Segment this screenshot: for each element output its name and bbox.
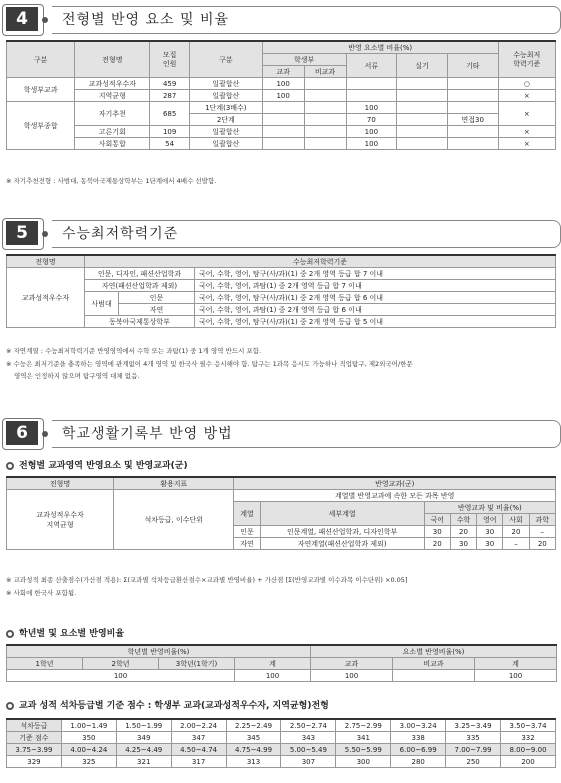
- note: ※ 사회에 한국사 포함됨.: [6, 589, 77, 597]
- bullet-dot-icon: [42, 17, 48, 23]
- cell: 338: [391, 732, 446, 744]
- cell: 인문: [234, 526, 260, 538]
- th-suneung: 수능최저 학력기준: [498, 41, 555, 78]
- table-row: [7, 268, 556, 280]
- th-jeon: 전형명: [7, 477, 114, 490]
- cell: 일괄합산: [189, 78, 262, 90]
- th-sum: 계: [235, 658, 311, 670]
- th-seoryu: 서류: [346, 54, 397, 78]
- cell: 2.75~2.99: [336, 719, 391, 732]
- th-ratio: 반영 요소별 비율(%): [262, 41, 498, 54]
- subsection-title: 학년별 및 요소별 반영비율: [6, 626, 124, 639]
- cell: [304, 114, 346, 126]
- section-number: 6: [6, 421, 38, 445]
- cell: 인문, 디자인, 패션산업학과: [85, 268, 195, 280]
- cell: 교과성적우수자 지역균형: [7, 490, 114, 550]
- cell: 329: [7, 756, 62, 768]
- th-y1: 1학년: [7, 658, 83, 670]
- cell: 350: [61, 732, 116, 744]
- gyogwa-table: [6, 476, 556, 550]
- ratio-table: [6, 40, 556, 150]
- table-row: [7, 744, 556, 756]
- cell: 3.25~3.49: [446, 719, 501, 732]
- table-row: [7, 90, 556, 102]
- grade-ratio-table: [6, 644, 556, 682]
- cell: ×: [498, 102, 555, 126]
- cell: 석차등급, 이수단위: [114, 490, 234, 550]
- section-title: 학교생활기록부 반영 방법: [52, 420, 561, 448]
- subsection-title: 전형별 교과영역 반영요소 및 반영교과(군): [6, 458, 188, 471]
- cell: 54: [150, 138, 190, 150]
- cell: [262, 102, 304, 114]
- cell: [447, 126, 498, 138]
- th-sci: 과학: [529, 514, 555, 526]
- cell: 8.00~9.00: [501, 744, 556, 756]
- cell: [397, 78, 448, 90]
- cell: 국어, 수학, 영어, 탐구(사/과)(1) 중 2개 영역 등급 합 6 이내: [195, 292, 556, 304]
- cell: ×: [498, 138, 555, 150]
- cell: 685: [150, 102, 190, 126]
- cell: 학생부교과: [7, 78, 75, 102]
- section-number: 4: [6, 7, 38, 31]
- cell: 일괄합산: [189, 126, 262, 138]
- suneung-table: [6, 254, 556, 328]
- note: ※ 교과성적 최종 산출점수(가산점 적용): Σ(교과별 석차등급환산점수×교과별 반영비율) + 가산점 [Σ(반영교과별 이수과목 이수단위) ×0.05]: [6, 576, 408, 584]
- cell: 100: [346, 138, 397, 150]
- cell: 100: [346, 102, 397, 114]
- table-row: [7, 316, 556, 328]
- cell: 3.00~3.24: [391, 719, 446, 732]
- cell: 20: [450, 526, 476, 538]
- table-row: [7, 280, 556, 292]
- cell: 자연: [234, 538, 260, 550]
- th-eng: 영어: [477, 514, 503, 526]
- th-y3: 3학년(1학기): [159, 658, 235, 670]
- cell: 70: [346, 114, 397, 126]
- th-crit: 수능최저학력기준: [85, 255, 556, 268]
- th-grade: 석차등급: [7, 719, 62, 732]
- cell: 347: [171, 732, 226, 744]
- th-ratio: 반영교과 및 비율(%): [424, 502, 555, 514]
- cell: [262, 114, 304, 126]
- cell: 인문계열, 패션산업학과, 디자인학부: [260, 526, 424, 538]
- bullet-dot-icon: [42, 231, 48, 237]
- cell: 사회통합: [75, 138, 150, 150]
- note: ※ 자연계열 : 수능최저학력기준 반영영역에서 수학 또는 과탐(1) 중 1개 영역 반드시 포함.: [6, 347, 262, 355]
- th-gubun2: 구분: [189, 41, 262, 78]
- th-bigyo: 비교과: [393, 658, 475, 670]
- th-gyogwa: 교과: [262, 66, 304, 78]
- cell: 100: [475, 670, 557, 682]
- cell: 4.00~4.24: [61, 744, 116, 756]
- cell: 3.75~3.99: [7, 744, 62, 756]
- th-bigyogwa: 비교과: [304, 66, 346, 78]
- table-row: [7, 670, 557, 682]
- cell: 317: [171, 756, 226, 768]
- cell: 일괄합산: [189, 138, 262, 150]
- cell: 인문: [119, 292, 195, 304]
- cell: 109: [150, 126, 190, 138]
- cell: 300: [336, 756, 391, 768]
- cell: [304, 78, 346, 90]
- section-title: 수능최저학력기준: [52, 220, 561, 248]
- cell: 자연: [119, 304, 195, 316]
- th-silgi: 실기: [397, 54, 448, 78]
- cell: 고른기회: [75, 126, 150, 138]
- cell: 동북아국제통상학부: [85, 316, 195, 328]
- cell: 국어, 수학, 영어, 과탐(1) 중 2개 영역 등급 합 7 이내: [195, 280, 556, 292]
- note: ※ 자기추천전형 : 사범대, 동북아국제통상학부는 1단계에서 4배수 선발함.: [6, 177, 217, 185]
- cell: 1.00~1.49: [61, 719, 116, 732]
- cell: [304, 102, 346, 114]
- th-sum2: 계: [475, 658, 557, 670]
- th-gun: 반영교과(군): [234, 477, 556, 490]
- cell: [304, 90, 346, 102]
- cell: [262, 138, 304, 150]
- section-number: 5: [6, 221, 38, 245]
- table-row: [7, 732, 556, 744]
- table-row: [7, 138, 556, 150]
- cell: [447, 102, 498, 114]
- cell: 교과성적우수자: [7, 268, 85, 328]
- cell: 100: [7, 670, 235, 682]
- th-jeon: 전형명: [75, 41, 150, 78]
- cell: [393, 670, 475, 682]
- cell: 100: [311, 670, 393, 682]
- cell: [397, 102, 448, 114]
- cell: 100: [346, 126, 397, 138]
- cell: [346, 78, 397, 90]
- cell: [397, 126, 448, 138]
- table-row: [7, 78, 556, 90]
- table-row: [7, 292, 556, 304]
- th-score: 기준 점수: [7, 732, 62, 744]
- cell: 국어, 수학, 영어, 과탐(1) 중 2개 영역 등급 합 6 이내: [195, 304, 556, 316]
- section-header: [0, 418, 561, 448]
- cell: 30: [477, 538, 503, 550]
- th-jipyo: 활용지표: [114, 477, 234, 490]
- th-gubun: 구분: [7, 41, 75, 78]
- cell: 국어, 수학, 영어, 탐구(사/과)(1) 중 2개 영역 등급 합 5 이내: [195, 316, 556, 328]
- cell: 2단계: [189, 114, 262, 126]
- cell: 100: [262, 78, 304, 90]
- cell: [304, 138, 346, 150]
- cell: 자연(패션산업학과 제외): [85, 280, 195, 292]
- th-grade-ratio: 학년별 반영비율(%): [7, 645, 311, 658]
- cell: 4.75~4.99: [226, 744, 281, 756]
- score-table: [6, 718, 556, 768]
- cell: 일괄합산: [189, 90, 262, 102]
- subsection-title: 교과 성적 석차등급별 기준 점수 : 학생부 교과(교과성적우수자, 지역균형)전형: [6, 698, 329, 711]
- cell: 100: [262, 90, 304, 102]
- th-gye: 계열: [234, 502, 260, 526]
- cell: 학생부종합: [7, 102, 75, 150]
- cell: 20: [529, 538, 555, 550]
- th-math: 수학: [450, 514, 476, 526]
- th-jeon: 전형명: [7, 255, 85, 268]
- cell: 교과성적우수자: [75, 78, 150, 90]
- table-row: [7, 719, 556, 732]
- cell: ×: [498, 90, 555, 102]
- cell: –: [503, 538, 529, 550]
- th-y2: 2학년: [83, 658, 159, 670]
- cell: 2.25~2.49: [226, 719, 281, 732]
- section-6: [0, 418, 561, 448]
- cell: [447, 90, 498, 102]
- cell: 면접30: [447, 114, 498, 126]
- cell: 30: [424, 526, 450, 538]
- cell: 349: [116, 732, 171, 744]
- note: 영역은 인정하지 않으며 탐구영역 대체 없음.: [14, 372, 140, 380]
- th-gyogwa: 교과: [311, 658, 393, 670]
- cell: 자기추천: [75, 102, 150, 126]
- cell: [304, 126, 346, 138]
- cell: [447, 138, 498, 150]
- cell: 지역균형: [75, 90, 150, 102]
- cell: [397, 138, 448, 150]
- cell: 계열별 반영교과에 속한 모든 과목 반영: [234, 490, 556, 502]
- cell: 4.50~4.74: [171, 744, 226, 756]
- cell: 국어, 수학, 영어, 탐구(사/과)(1) 중 2개 영역 등급 합 7 이내: [195, 268, 556, 280]
- cell: 250: [446, 756, 501, 768]
- cell: 20: [503, 526, 529, 538]
- cell: ○: [498, 78, 555, 90]
- cell: 100: [235, 670, 311, 682]
- cell: 343: [281, 732, 336, 744]
- table-row: [7, 126, 556, 138]
- cell: 335: [446, 732, 501, 744]
- cell: 2.50~2.74: [281, 719, 336, 732]
- cell: 345: [226, 732, 281, 744]
- cell: 2.00~2.24: [171, 719, 226, 732]
- cell: [447, 78, 498, 90]
- cell: 321: [116, 756, 171, 768]
- cell: 5.50~5.99: [336, 744, 391, 756]
- th-sebu: 세부계열: [260, 502, 424, 526]
- section-header: [0, 4, 561, 34]
- cell: ×: [498, 126, 555, 138]
- cell: 6.00~6.99: [391, 744, 446, 756]
- cell: 30: [450, 538, 476, 550]
- cell: 7.00~7.99: [446, 744, 501, 756]
- section-header: [0, 218, 561, 248]
- cell: 사범대: [85, 292, 119, 316]
- cell: 1.50~1.99: [116, 719, 171, 732]
- cell: 자연계열(패션산업학과 제외): [260, 538, 424, 550]
- cell: [346, 90, 397, 102]
- th-soc: 사회: [503, 514, 529, 526]
- cell: 280: [391, 756, 446, 768]
- cell: 30: [477, 526, 503, 538]
- cell: 20: [424, 538, 450, 550]
- cell: 287: [150, 90, 190, 102]
- cell: [262, 126, 304, 138]
- table-row: [7, 756, 556, 768]
- th-kor: 국어: [424, 514, 450, 526]
- cell: [397, 90, 448, 102]
- section-4: [0, 4, 561, 34]
- cell: 5.00~5.49: [281, 744, 336, 756]
- cell: 332: [501, 732, 556, 744]
- cell: 3.50~3.74: [501, 719, 556, 732]
- cell: 200: [501, 756, 556, 768]
- cell: [397, 114, 448, 126]
- bullet-dot-icon: [42, 431, 48, 437]
- section-title: 전형별 반영 요소 및 비율: [52, 6, 561, 34]
- cell: 4.25~4.49: [116, 744, 171, 756]
- cell: –: [529, 526, 555, 538]
- cell: 325: [61, 756, 116, 768]
- table-row: [7, 102, 556, 114]
- th-mojip: 모집 인원: [150, 41, 190, 78]
- cell: 313: [226, 756, 281, 768]
- cell: 307: [281, 756, 336, 768]
- th-gita: 기타: [447, 54, 498, 78]
- th-haksaeng: 학생부: [262, 54, 346, 66]
- th-elem-ratio: 요소별 반영비율(%): [311, 645, 557, 658]
- cell: 459: [150, 78, 190, 90]
- cell: 1단계(3배수): [189, 102, 262, 114]
- cell: 341: [336, 732, 391, 744]
- note: ※ 수능은 최저기준을 충족하는 영역에 관계없이 4개 영역 및 한국사 필수 응시해야 함. 탐구는 1과목 응시도 가능하나 직업탐구, 제2외국어/한문: [6, 360, 413, 368]
- section-5: [0, 218, 561, 248]
